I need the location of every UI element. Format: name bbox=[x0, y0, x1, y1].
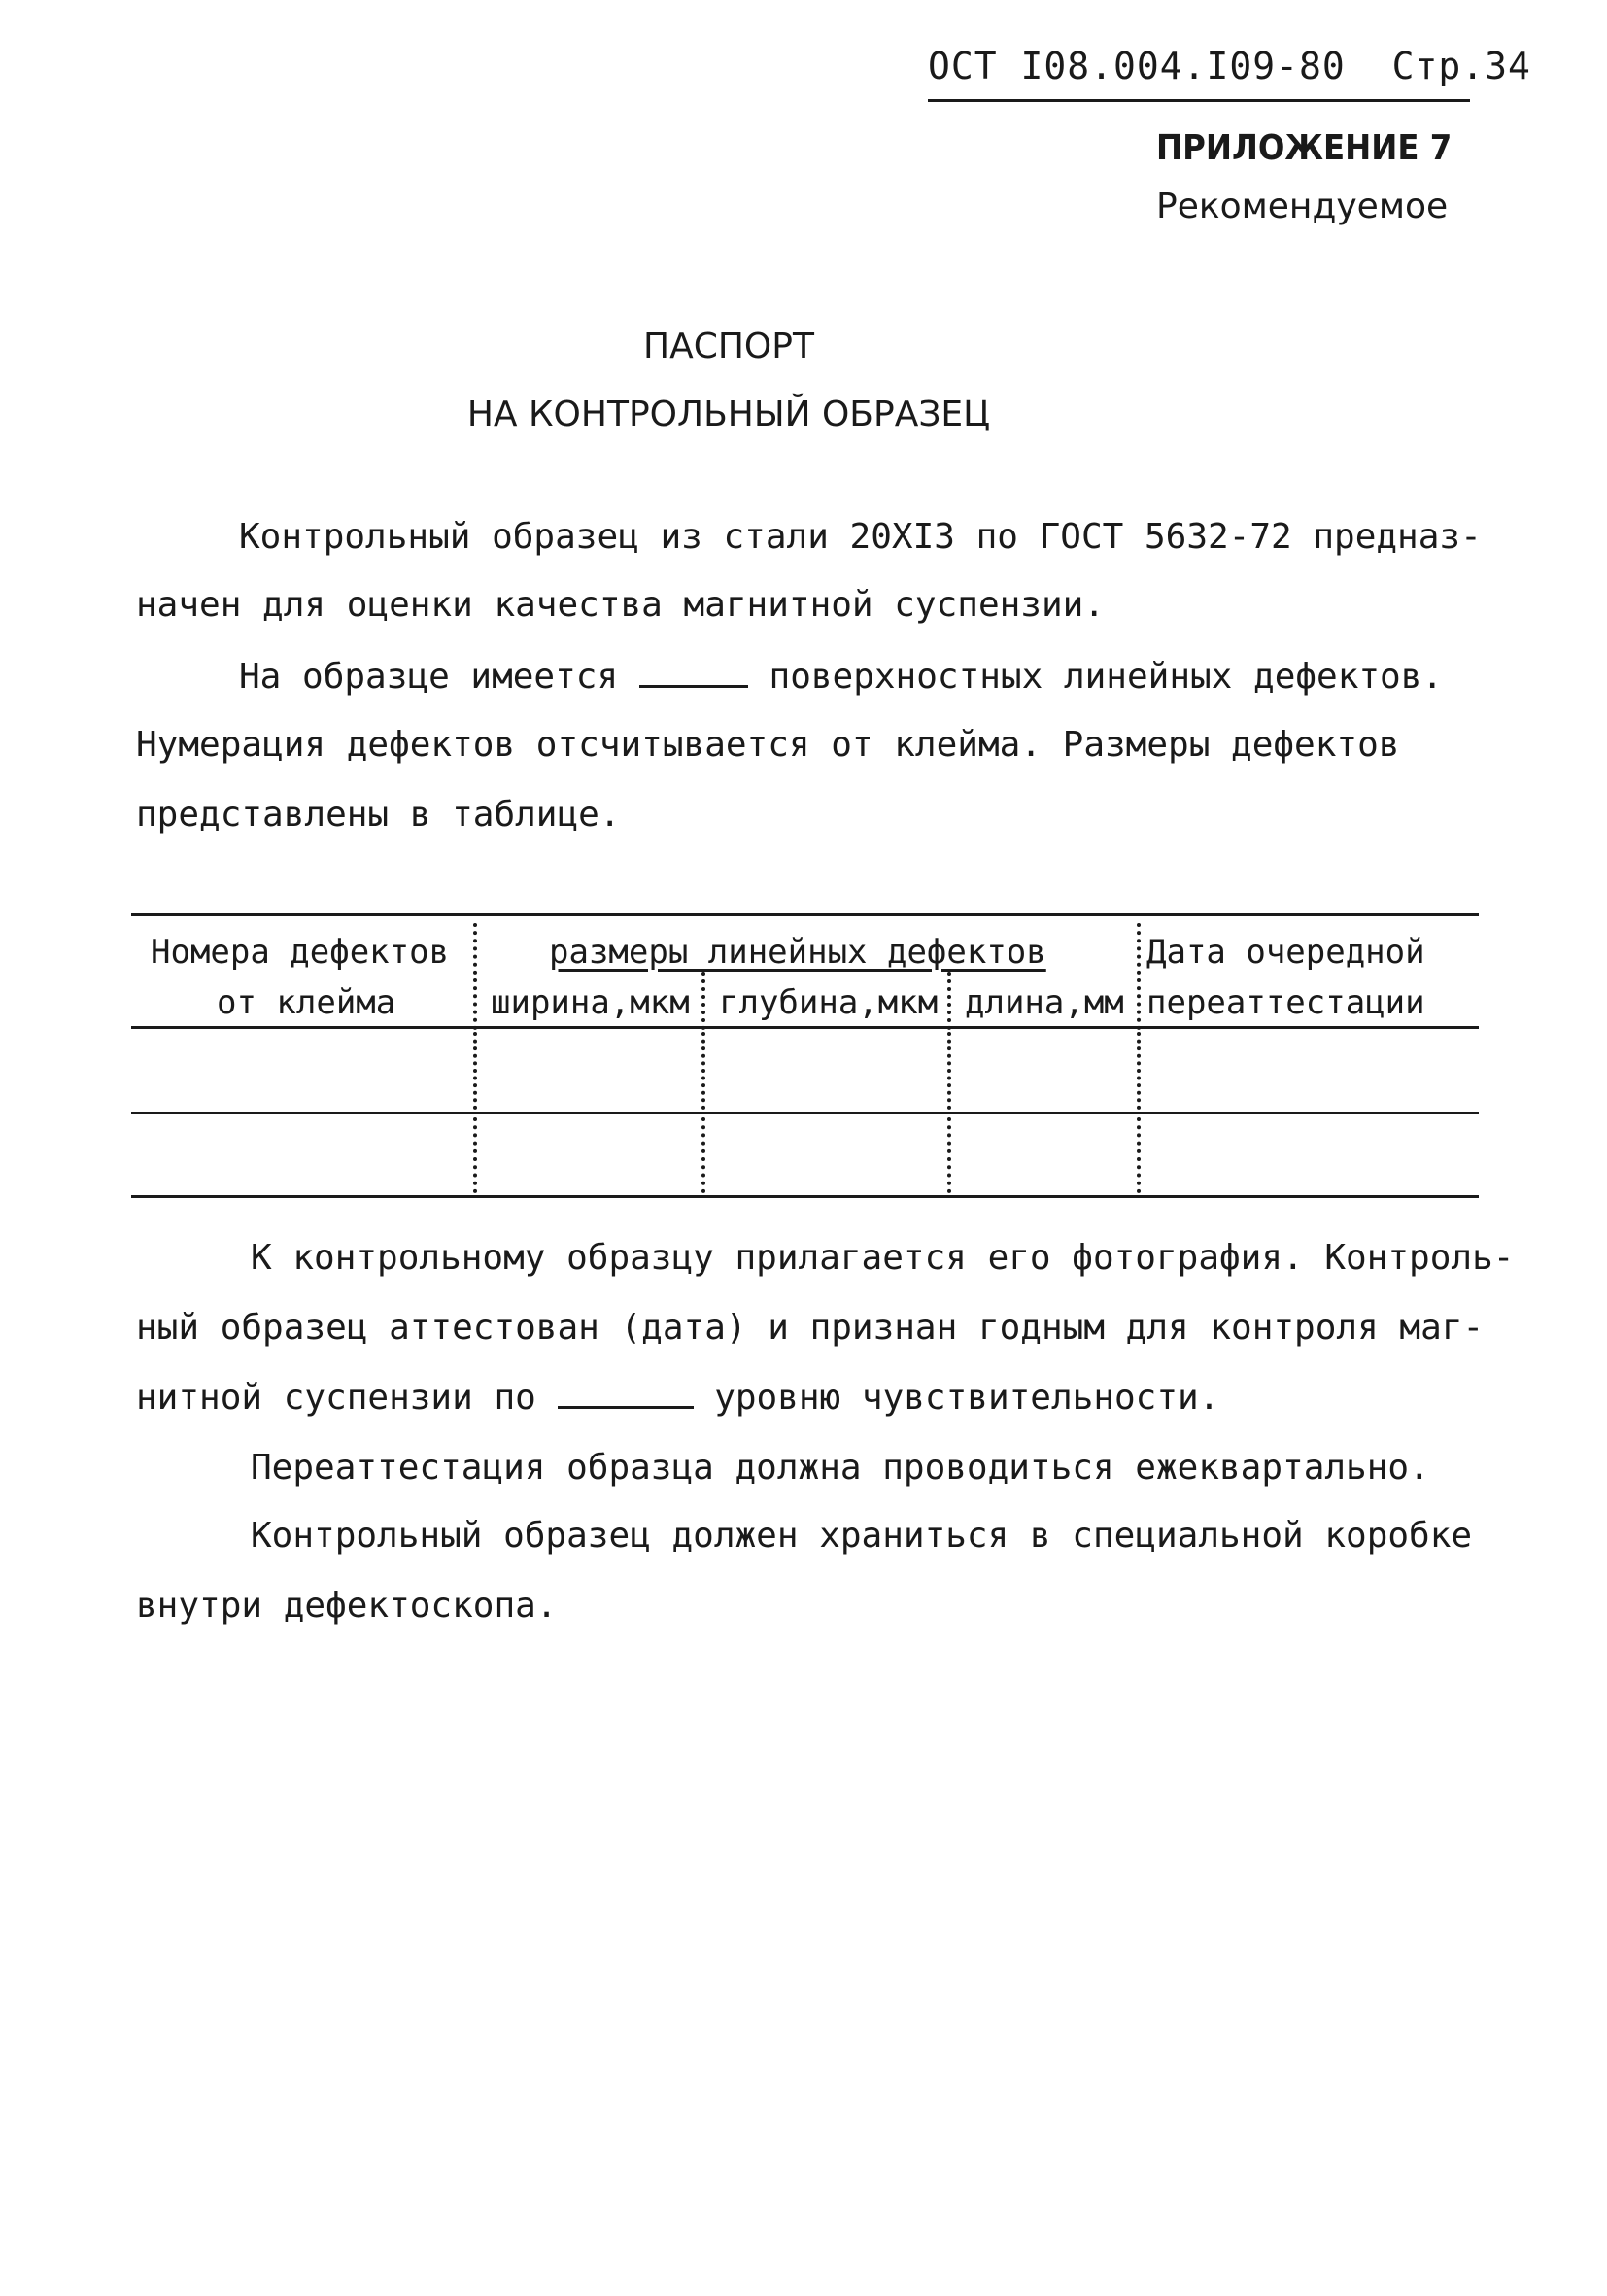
paragraph-1-line-2: начен для оценки качества магнитной суспензии. bbox=[136, 585, 1105, 625]
col-separator-2-header bbox=[701, 972, 705, 1030]
table-top-rule bbox=[131, 913, 1479, 916]
defect-count-blank bbox=[639, 681, 748, 688]
col-defect-numbers-header: Номера дефектов bbox=[151, 933, 450, 972]
paragraph-2-line-2: Нумерация дефектов отсчитывается от клейма. Размеры дефектов bbox=[136, 725, 1400, 765]
paragraph-3-text-a: нитной суспензии по bbox=[136, 1378, 536, 1418]
col-separator-3-row2 bbox=[947, 1117, 951, 1193]
col-depth-header: глубина,мкм bbox=[719, 983, 939, 1022]
paragraph-5-line-2: внутри дефектоскопа. bbox=[136, 1586, 558, 1626]
col-separator-4-row2 bbox=[1137, 1117, 1141, 1193]
header-rule bbox=[928, 99, 1470, 102]
document-subtitle: НА КОНТРОЛЬНЫЙ ОБРАЗЕЦ bbox=[466, 394, 991, 434]
col-separator-1-row2 bbox=[473, 1117, 477, 1193]
page-header bbox=[928, 45, 1531, 87]
paragraph-1-line-1: Контрольный образец из стали 20ХI3 по ГОСТ 5632-72 предназ- bbox=[239, 517, 1482, 557]
col-separator-2-row2 bbox=[701, 1117, 705, 1193]
col-separator-3-row1 bbox=[947, 1032, 951, 1110]
paragraph-3-text-b: уровню чувствительности. bbox=[714, 1378, 1220, 1418]
paragraph-3-line-3 bbox=[136, 1378, 1219, 1418]
col-separator-4-row1 bbox=[1137, 1032, 1141, 1110]
table-row-rule bbox=[131, 1112, 1479, 1114]
col-width-header: ширина,мкм bbox=[491, 983, 690, 1022]
document-title: ПАСПОРТ bbox=[643, 326, 814, 366]
paragraph-4: Переаттестация образца должна проводиться ежеквартально. bbox=[251, 1448, 1430, 1488]
paragraph-2-text-a: На образце имеется bbox=[239, 657, 619, 697]
paragraph-2-line-3: представлены в таблице. bbox=[136, 795, 621, 835]
col-recert-date-header-2: переаттестации bbox=[1146, 983, 1425, 1022]
table-bottom-rule bbox=[131, 1195, 1479, 1198]
appendix-status: Рекомендуемое bbox=[1156, 187, 1449, 226]
appendix-label: ПРИЛОЖЕНИЕ 7 bbox=[1156, 128, 1453, 168]
col-separator-1-row1 bbox=[473, 1032, 477, 1110]
group-header-defect-sizes: размеры линейных дефектов bbox=[549, 933, 1046, 972]
sensitivity-level-blank bbox=[558, 1402, 694, 1409]
paragraph-3-line-1: К контрольному образцу прилагается его фотография. Контроль- bbox=[251, 1238, 1515, 1278]
paragraph-2-line-1 bbox=[239, 657, 1443, 697]
document-code: ОСТ I08.004.I09-80 bbox=[928, 45, 1346, 87]
defects-table bbox=[131, 913, 1479, 1197]
paragraph-2-text-b: поверхностных линейных дефектов. bbox=[769, 657, 1444, 697]
paragraph-3-line-2: ный образец аттестован (дата) и признан годным для контроля маг- bbox=[136, 1308, 1485, 1348]
col-length-header: длина,мм bbox=[965, 983, 1124, 1022]
col-separator-1-header bbox=[473, 923, 477, 1030]
col-separator-3-header bbox=[947, 972, 951, 1030]
col-defect-numbers-header-2: от клейма bbox=[217, 983, 396, 1022]
page-number: Стр.34 bbox=[1391, 45, 1531, 87]
paragraph-5-line-1: Контрольный образец должен храниться в специальной коробке bbox=[251, 1516, 1473, 1556]
col-separator-2-row1 bbox=[701, 1032, 705, 1110]
col-separator-4-header bbox=[1137, 923, 1141, 1030]
col-recert-date-header: Дата очередной bbox=[1146, 933, 1425, 972]
table-header-rule bbox=[131, 1026, 1479, 1029]
